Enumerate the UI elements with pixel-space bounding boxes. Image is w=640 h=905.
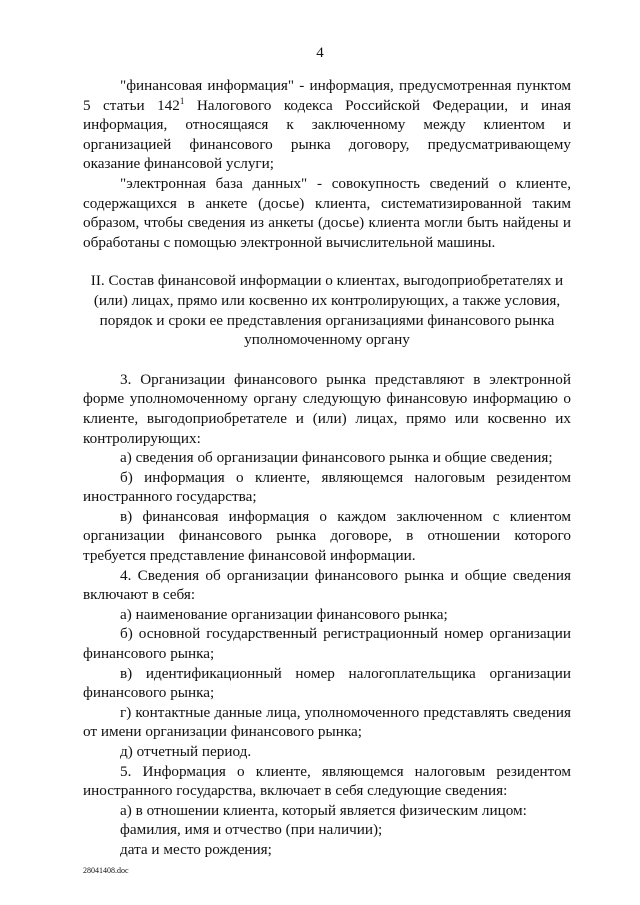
paragraph: д) отчетный период. [120, 743, 252, 760]
paragraph-financial-info: "финансовая информация" - информация, предусмотренная пунктом 5 статьи $142^1$ Налогового кодекса Российской Федерации, и иная информация, относящаяся к заключенному между клиентом и организацией финансового рынка договору, предусматривающему оказание финансовой услуги; [83, 77, 571, 173]
paragraph: 5. Информация о клиенте, являющемся налоговым резидентом иностранного государства, включает в себя следующие сведения: [83, 762, 571, 800]
paragraph: 3. Организации финансового рынка представляют в электронной форме уполномоченному органу следующую финансовую информацию о клиенте, выгодоприобретателе и (или) лицах, прямо или косвенно их контролирующих: [83, 370, 571, 447]
page-number: 4 [316, 45, 324, 61]
paragraph: б) основной государственный регистрационный номер организации финансового рынка; [83, 625, 571, 663]
document-body [83, 76, 571, 860]
paragraph: дата и место рождения; [120, 840, 272, 858]
paragraph: в) идентификационный номер налогоплательщика организации финансового рынка; [83, 664, 571, 702]
superscript: 1 [179, 95, 185, 106]
section-heading: II. Состав финансовой информации о клиентах, выгодоприобретателях и (или) лицах, прямо или косвенно их контролирующих, а также условия, порядок и сроки ее представления организациями финансового рынка уполномоченному органу [90, 272, 564, 349]
paragraph: фамилия, имя и отчество (при наличии); [120, 821, 383, 839]
paragraph: б) информация о клиенте, являющемся налоговым резидентом иностранного государства; [83, 468, 571, 506]
paragraph-electronic-database: "электронная база данных" - совокупность сведений о клиенте, содержащихся в анкете (досье) клиента, систематизированной таким образом, чтобы сведения из анкеты (досье) клиента могли быть найдены и обработаны с помощью электронной вычислительной машины. [83, 174, 571, 251]
paragraph: а) в отношении клиента, который является физическим лицом: [120, 801, 527, 819]
paragraph: 4. Сведения об организации финансового рынка и общие сведения включают в себя: [83, 566, 571, 604]
paragraph: а) сведения об организации финансового рынка и общие сведения; [120, 449, 553, 467]
footer-filename: 28041408.doc [83, 866, 129, 875]
paragraph: в) финансовая информация о каждом заключенном с клиентом организации финансового рынка договоре, в отношении которого требуется представление финансовой информации. [83, 507, 571, 565]
paragraph: г) контактные данные лица, уполномоченного представлять сведения от имени организации финансового рынка; [83, 703, 571, 741]
paragraph: а) наименование организации финансового рынка; [120, 605, 448, 623]
